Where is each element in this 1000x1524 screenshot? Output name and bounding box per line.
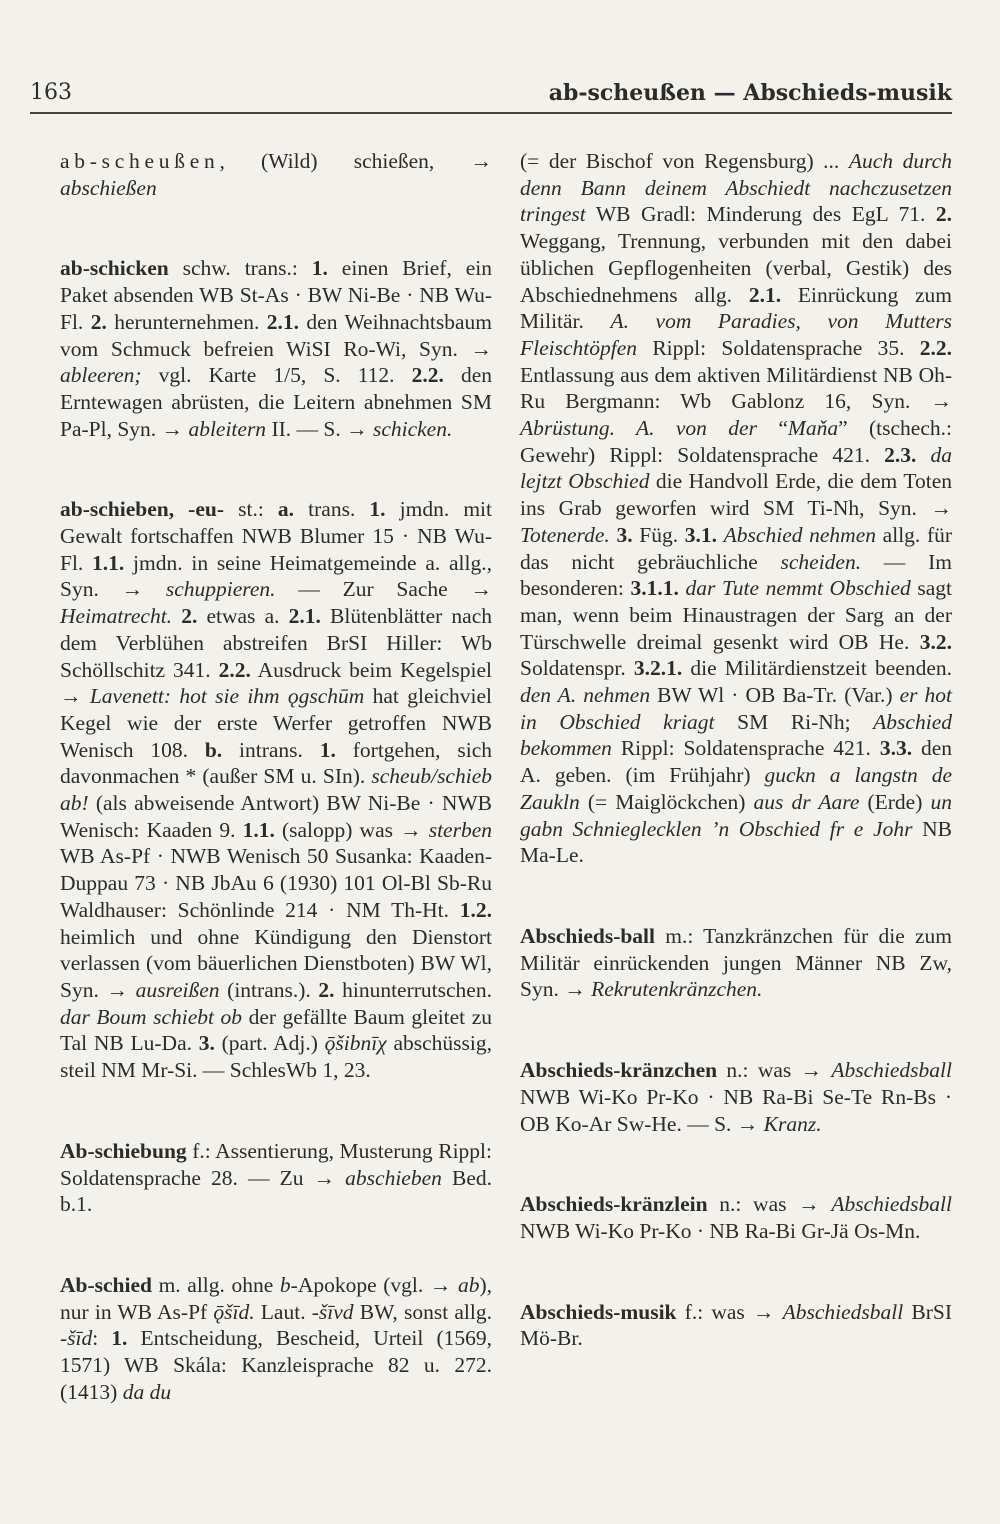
entry-text: vgl. Karte 1/5, S. 112. [141,363,412,388]
entry-text: BW Wl · OB Ba-Tr. (Var.) [650,683,900,708]
entry-headword: Ab-schied [60,1272,152,1297]
entry-text: Laut. [254,1299,312,1324]
entry-sense-number: 2.1. [266,309,299,334]
dictionary-entry-ab-scheussen [60,148,492,201]
entry-text: jmdn. mit Gewalt fortschaffen NWB Blumer 15 · NB Wu-Fl. [60,497,492,575]
entry-sense-number: 1. [369,497,386,522]
entry-text: ” (tschech.: Gewehr) Rippl: Soldatensprache 421. [520,416,952,467]
entry-text: : [92,1326,112,1351]
entry-italic-text: abschießen [60,175,157,200]
entry-italic-text: ǭšīd. [213,1299,255,1324]
entry-headword: ab-schieben, -eu- [60,497,225,522]
entry-sense-number: 3.2. [919,629,952,654]
entry-text [717,523,724,547]
entry-italic-text: guckn a langstn de Zaukln [520,763,952,814]
entry-sense-number: 1. [311,256,328,281]
entry-italic-text: ǭšibnīχ [324,1031,387,1056]
entry-text [172,604,181,628]
entry-text: hinunterrutschen. [334,977,492,1002]
entry-italic-text: Abschied nehmen [723,522,877,547]
entry-text: f.: Assentierung, Musterung Rippl: Soldatensprache 28. — Zu → [60,1138,492,1190]
dictionary-entry-abschieds-kraenzchen [520,1057,952,1137]
entry-text: den Weihnachtsbaum vom Schmuck befreien WiSI Ro-Wi, Syn. → [60,309,492,361]
entry-text: hat gleichviel Kegel wie der erste Werfer getroffen NWB Wenisch 108. [60,684,492,762]
entry-sense-number: 2.1. [288,604,321,629]
entry-text: f.: was → [676,1299,783,1324]
entry-italic-text: Totenerde. [520,522,610,547]
entry-text: schw. trans.: [168,256,312,281]
entry-italic-text: den A. nehmen [520,683,651,708]
entry-text: Soldatenspr. [520,656,634,681]
entry-italic-text: -šīvd [311,1299,354,1324]
entry-text: der gefällte Baum gleitet zu Tal NB Lu-Da. [60,1004,492,1056]
entry-text: NWB Wi-Ko Pr-Ko · NB Ra-Bi Gr-Jä Os-Mn. [520,1218,921,1243]
entry-headword: Ab-schiebung [60,1138,187,1163]
entry-text: die Militärdienstzeit beenden. [682,656,952,681]
entry-text: Einrückung zum Militär. [520,282,953,334]
entry-italic-text: A. vom Paradies, von Mutters Fleischtöpfen [520,309,952,360]
entry-text: trans. [294,497,370,522]
entry-sense-number: 2. [181,604,198,629]
entry-sense-number: 2.2. [919,335,952,360]
entry-sense-number: 2. [935,202,952,227]
entry-text: -Apokope (vgl. → [290,1272,458,1297]
entry-sense-number: 2.2. [411,363,444,388]
entry-italic-text: -šīd [60,1326,93,1351]
entry-text: , (Wild) schießen, → [219,149,492,173]
entry-text: n.: was → [707,1192,832,1217]
entry-text: Entlassung aus dem aktiven Militärdienst NB Oh-Ru Bergmann: Wb Gablonz 16, Syn. → [520,362,952,414]
entry-text: Rippl: Soldatensprache 35. [637,335,920,360]
entry-italic-text: Rekrutenkränzchen. [591,977,763,1002]
entry-italic-text: Kranz. [763,1111,822,1136]
dictionary-entry-ab-schieben [60,496,492,1083]
entry-text: herunternehmen. [106,309,267,334]
entry-text: (intrans.). [219,977,319,1002]
entry-text: Weggang, Trennung, verbunden mit den dabei üblichen Gepflogenheiten (verbal, Gestik) des Abschiednehmens allg. [520,229,952,307]
right-column [520,148,952,1406]
entry-text: NB Ma-Le. [520,816,952,868]
entry-italic-text: da lejtzt Obschied [520,442,952,494]
entry-text: den A. geben. (im Frühjahr) [520,736,953,788]
entry-sense-number: 1. [319,737,336,762]
entry-italic-text: ableeren; [60,363,142,388]
entry-italic-text: un gabn Schnieglecklen ’n Obschied fr e Johr [520,789,953,841]
entry-text: den Erntewagen abrüsten, die Leitern abnehmen SM Pa-Pl, Syn. → [60,363,492,441]
entry-italic-text: ableitern [188,416,267,441]
entry-italic-text: abschieben [345,1165,442,1190]
entry-text [916,443,930,467]
entry-italic-text: dar Boum schiebt ob [60,1004,243,1029]
entry-text: heimlich und ohne Kündigung den Dienstort verlassen (vom bäuerlichen Dienstboten) BW Wl, Syn. → [60,924,492,1002]
entry-text: n.: was → [717,1058,832,1083]
entry-headword: Abschieds-ball [520,923,656,948]
entry-text: allg. für das nicht gebräuchliche [520,522,953,574]
entry-italic-text: aus dr Aare [753,789,860,814]
dictionary-entry-ab-schied-cont [520,148,952,869]
entry-text: Blütenblätter nach dem Verblühen abstreifen BrSI Hiller: Wb Schöllschitz 341. [60,604,493,682]
entry-text: sagt man, wenn beim Hinaustragen der Sarg an der Türschwelle dreimal gesenkt wird OB He. [520,576,952,654]
entry-text: “ [756,416,788,441]
entry-headword: Abschieds-kränzchen [520,1058,718,1083]
entry-text: m.: Tanzkränzchen für die zum Militär einrückenden jungen Männer NB Zw, Syn. → [520,923,952,1002]
entry-italic-text: Maňa [787,416,839,441]
entry-italic-text: schuppieren. [165,577,276,602]
entry-text: — Im besonderen: [520,549,952,601]
entry-text: m. allg. ohne [151,1272,280,1297]
entry-headword: Abschieds-musik [520,1299,677,1324]
entry-sense-number: 2. [90,309,107,334]
entry-italic-text: Abrüstung. A. von der [520,416,757,441]
entry-italic-text: er hot in Obschied kriagt [520,683,952,734]
entry-sense-number: 2.2. [218,657,251,682]
entry-headword: ab-schicken [60,256,169,281]
entry-sense-number: 3.1. [684,522,717,547]
entry-sense-number: b. [204,737,223,762]
entry-italic-text: Auch durch denn Bann deinem Abschiedt nachczusetzen tringest [520,149,952,227]
page-header [30,76,952,114]
entry-text: Rippl: Soldatensprache 421. [611,736,880,761]
dictionary-entry-ab-schicken [60,255,492,442]
entry-text: fortgehen, sich davonmachen * (außer SM u. SIn). [60,737,492,789]
entry-text: abschüssig, steil NM Mr-Si. — SchlesWb 1, 23. [60,1031,492,1083]
entry-text: (= Maiglöckchen) [579,789,754,814]
entry-italic-text: scheub/schieb ab! [60,764,492,816]
entry-text: einen Brief, ein Paket absenden WB St-As · BW Ni-Be · NB Wu-Fl. [60,256,492,334]
entry-italic-text: Abschied bekommen [520,709,952,761]
entry-sense-number: 2. [318,977,335,1002]
entry-italic-text: b [279,1272,291,1297]
entry-sense-number: a. [277,497,295,522]
entry-sense-number: 3. [616,522,633,547]
dictionary-entry-ab-schiebung [60,1138,492,1218]
dictionary-entry-ab-schied [60,1272,492,1406]
entry-text: ), nur in WB As-Pf [60,1272,492,1324]
entry-headword: ab-scheußen [60,149,220,173]
entry-text: intrans. [222,737,320,762]
entry-text: etwas a. [197,604,289,629]
entry-text: (als abweisende Antwort) BW Ni-Be · NWB Wenisch: Kaaden 9. [60,791,492,842]
entry-text: Bed. b.1. [60,1165,493,1217]
entry-sense-number: 3.1.1. [630,576,679,601]
page-number: 163 [30,80,72,105]
entry-text: BW, sonst allg. [353,1299,492,1324]
entry-sense-number: 2.1. [748,282,782,307]
dictionary-entry-abschieds-musik [520,1299,952,1352]
entry-italic-text: da du [122,1379,172,1404]
entry-text: Ausdruck beim Kegelspiel → [60,657,492,709]
entry-text: WB Gradl: Minderung des EgL 71. [585,202,936,227]
entry-italic-text: schicken. [372,416,453,441]
entry-italic-text: Abschiedsball [782,1299,904,1324]
entry-text: (Erde) [859,789,931,814]
entry-italic-text: Heimatrecht. [60,604,173,629]
entry-sense-number: 1. [111,1326,128,1351]
entry-headword: Abschieds-kränzlein [520,1192,708,1217]
entry-text: — Zur Sache → [275,577,492,602]
entry-text: II. — S. → [266,416,373,441]
dictionary-entry-abschieds-ball [520,923,952,1003]
entry-sense-number: 1.2. [459,897,492,922]
dictionary-entry-abschieds-kraenzlein [520,1191,952,1244]
entry-sense-number: 1.1. [92,550,125,575]
entry-italic-text: Lavenett: hot sie ihm ǫgschūm [89,684,365,709]
entry-text: NWB Wi-Ko Pr-Ko · NB Ra-Bi Se-Te Rn-Bs · OB Ko-Ar Sw-He. — S. → [520,1084,952,1136]
entry-text: (salopp) was → [274,817,429,842]
entry-italic-text: Abschiedsball [831,1058,952,1083]
entry-italic-text: ab [457,1272,480,1297]
entry-text: (part. Adj.) [214,1031,325,1056]
entry-italic-text: dar Tute nemmt Obschied [685,576,911,601]
entry-sense-number: 1.1. [242,817,275,842]
entry-sense-number: 3. [198,1031,215,1056]
entry-text: st.: [224,497,278,522]
entry-text: Entscheidung, Bescheid, Urteil (1569, 1571) WB Skála: Kanzleisprache 82 u. 272. (1413) [60,1326,492,1404]
entry-italic-text: sterben [428,817,493,842]
entry-italic-text: ausreißen [135,977,220,1002]
entry-text: Füg. [632,522,685,547]
running-head: ab-scheußen — Abschieds-musik [548,80,952,106]
entry-sense-number: 3.3. [879,736,913,761]
entry-sense-number: 2.3. [884,442,917,467]
entry-text: BrSI Mö-Br. [520,1299,952,1351]
entry-text: WB As-Pf · NWB Wenisch 50 Susanka: Kaaden-Duppau 73 · NB JbAu 6 (1930) 101 Ol-Bl Sb-Ru Waldhauser: Schönlinde 214 · NM Th-Ht. [60,844,492,922]
entry-text: jmdn. in seine Heimatgemeinde a. allg., Syn. → [60,550,492,602]
entry-text: (= der Bischof von Regensburg) ... [520,149,849,173]
entry-italic-text: scheiden. [780,549,862,574]
entry-text: SM Ri-Nh; [714,709,874,734]
entry-italic-text: Abschiedsball [831,1192,952,1217]
left-column [60,148,492,1459]
entry-text: die Handvoll Erde, die dem Toten ins Grab geworfen wird SM Ti-Nh, Syn. → [520,469,952,521]
entry-sense-number: 3.2.1. [633,656,683,681]
